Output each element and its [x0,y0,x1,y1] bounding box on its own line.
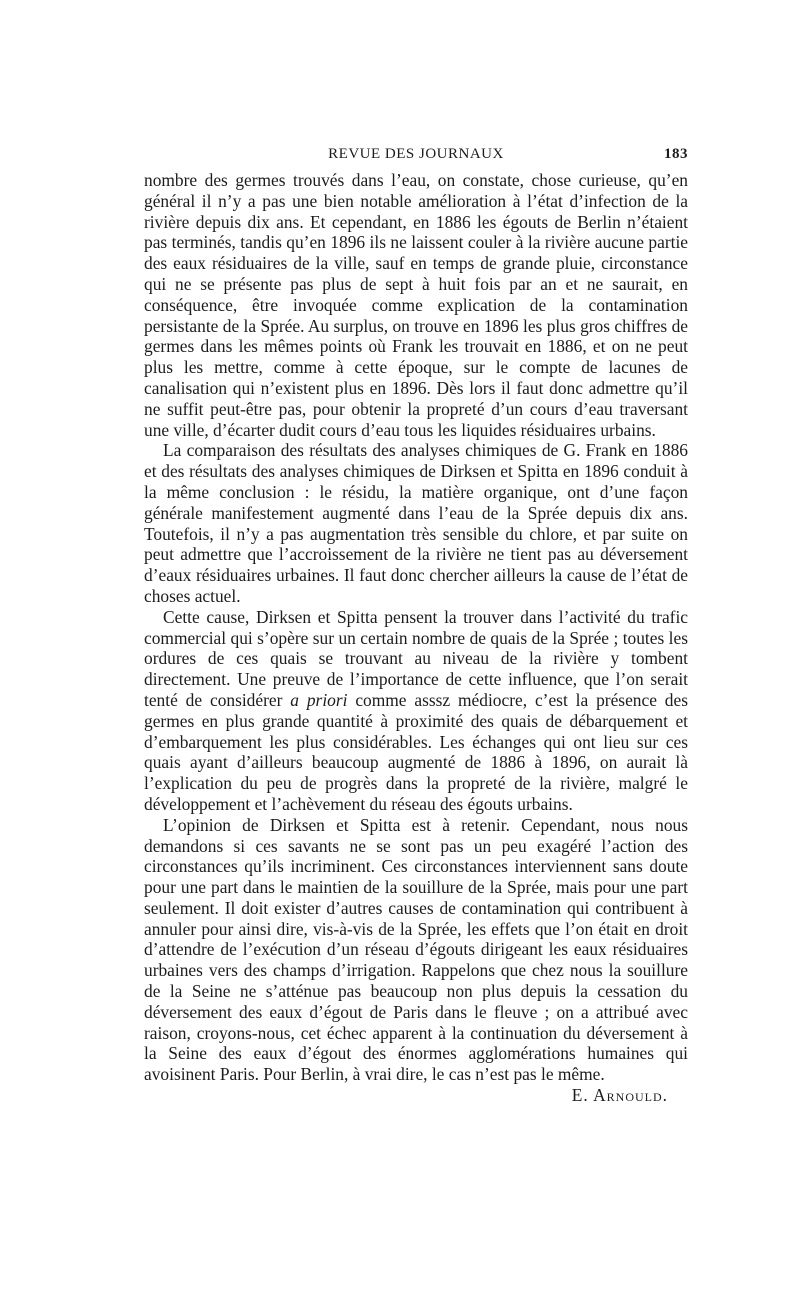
author-signature: E. Arnould. [571,1085,668,1106]
article-body [144,170,688,1106]
paragraph-4 [144,814,688,1106]
paragraph-4-text: L’opinion de Dirksen et Spitta est à retenir. Cependant, nous nous demandons si ces savants ne se sont pas un peu exagéré l’action des circonstances qu’ils incriminent. Ces circonstances interviennent sans doute pour une part dans le maintien de la souillure de la Sprée, mais pour une part seulement. Il doit exister d’autres causes de contamination qui contribuent à annuler pour ainsi dire, vis-à-vis de la Sprée, les effets que l’on était en droit d’attendre de l’exécution d’un réseau d’égouts dirigeant les eaux résiduaires urbaines vers des champs d’irrigation. Rappelons que chez nous la souillure de la Seine ne s’atténue pas beaucoup non plus depuis la cessation du déversement des eaux d’égout de Paris dans le fleuve ; on a attribué avec raison, croyons-nous, cet échec apparent à la continuation du déversement à la Seine des eaux d’égout des énormes agglomérations humaines qui avoisinent Paris. Pour Berlin, à vrai dire, le cas n’est pas le même. [144,814,688,1085]
running-head [144,140,688,166]
paragraph-3-text-before: Cette cause, Dirksen et Spitta pensent la trouver dans l’activité du trafic commercial qui s’opère sur un certain nombre de quais de la Sprée ; toutes les ordures de ces quais se trouvant au niveau de la rivière y tombent directement. Une preuve de l’importance de cette influence, que l’on serait tenté de considérer [144,606,688,710]
paragraph-1: nombre des germes trouvés dans l’eau, on constate, chose curieuse, qu’en général il n’y a pas une bien notable amélioration à l’état d’infection de la rivière depuis dix ans. Et cependant, en 1886 les égouts de Berlin n’étaient pas terminés, tandis qu’en 1896 ils ne laissent couler à la rivière aucune partie des eaux résiduaires de la ville, sauf en temps de grande pluie, circonstance qui ne se présente pas plus de sept à huit fois par an et ne saurait, en conséquence, être invoquée comme explication de la contamination persistante de la Sprée. Au surplus, on trouve en 1896 les plus gros chiffres de germes dans les mêmes points où Frank les trouvait en 1886, et on ne peut plus les mettre, comme à cette époque, sur le compte de lacunes de canalisation qui n’existent plus en 1896. Dès lors il faut donc admettre qu’il ne suffit peut-être pas, pour obtenir la propreté d’un cours d’eau traversant une ville, d’écarter dudit cours d’eau tous les liquides résiduaires urbains. [144,170,688,440]
paragraph-3-text-after: comme asssz médiocre, c’est la présence des germes en plus grande quantité à proximité des quais de débarquement et d’embarquement les plus considérables. Les échanges qui ont lieu sur ces quais ayant d’ailleurs beaucoup augmenté de 1886 à 1896, on aurait là l’explication du peu de progrès dans la propreté de la rivière, malgré le développement et l’achèvement du réseau des égouts urbains. [144,689,688,814]
paragraph-3 [144,607,688,815]
paragraph-2: La comparaison des résultats des analyses chimiques de G. Frank en 1886 et des résultats des analyses chimiques de Dirksen et Spitta en 1896 conduit à la même conclusion : le résidu, la matière organique, ont d’une façon générale manifestement augmenté dans l’eau de la Sprée depuis dix ans. Toutefois, il n’y a pas augmentation très sensible du chlore, et par suite on peut admettre que l’accroissement de la rivière ne tient pas au déversement d’eaux résiduaires urbaines. Il faut donc chercher ailleurs la cause de l’état de choses actuel. [144,440,688,606]
running-title: REVUE DES JOURNAUX [328,146,504,162]
page-number: 183 [664,146,688,162]
paragraph-3-emphasis: a priori [290,689,348,710]
